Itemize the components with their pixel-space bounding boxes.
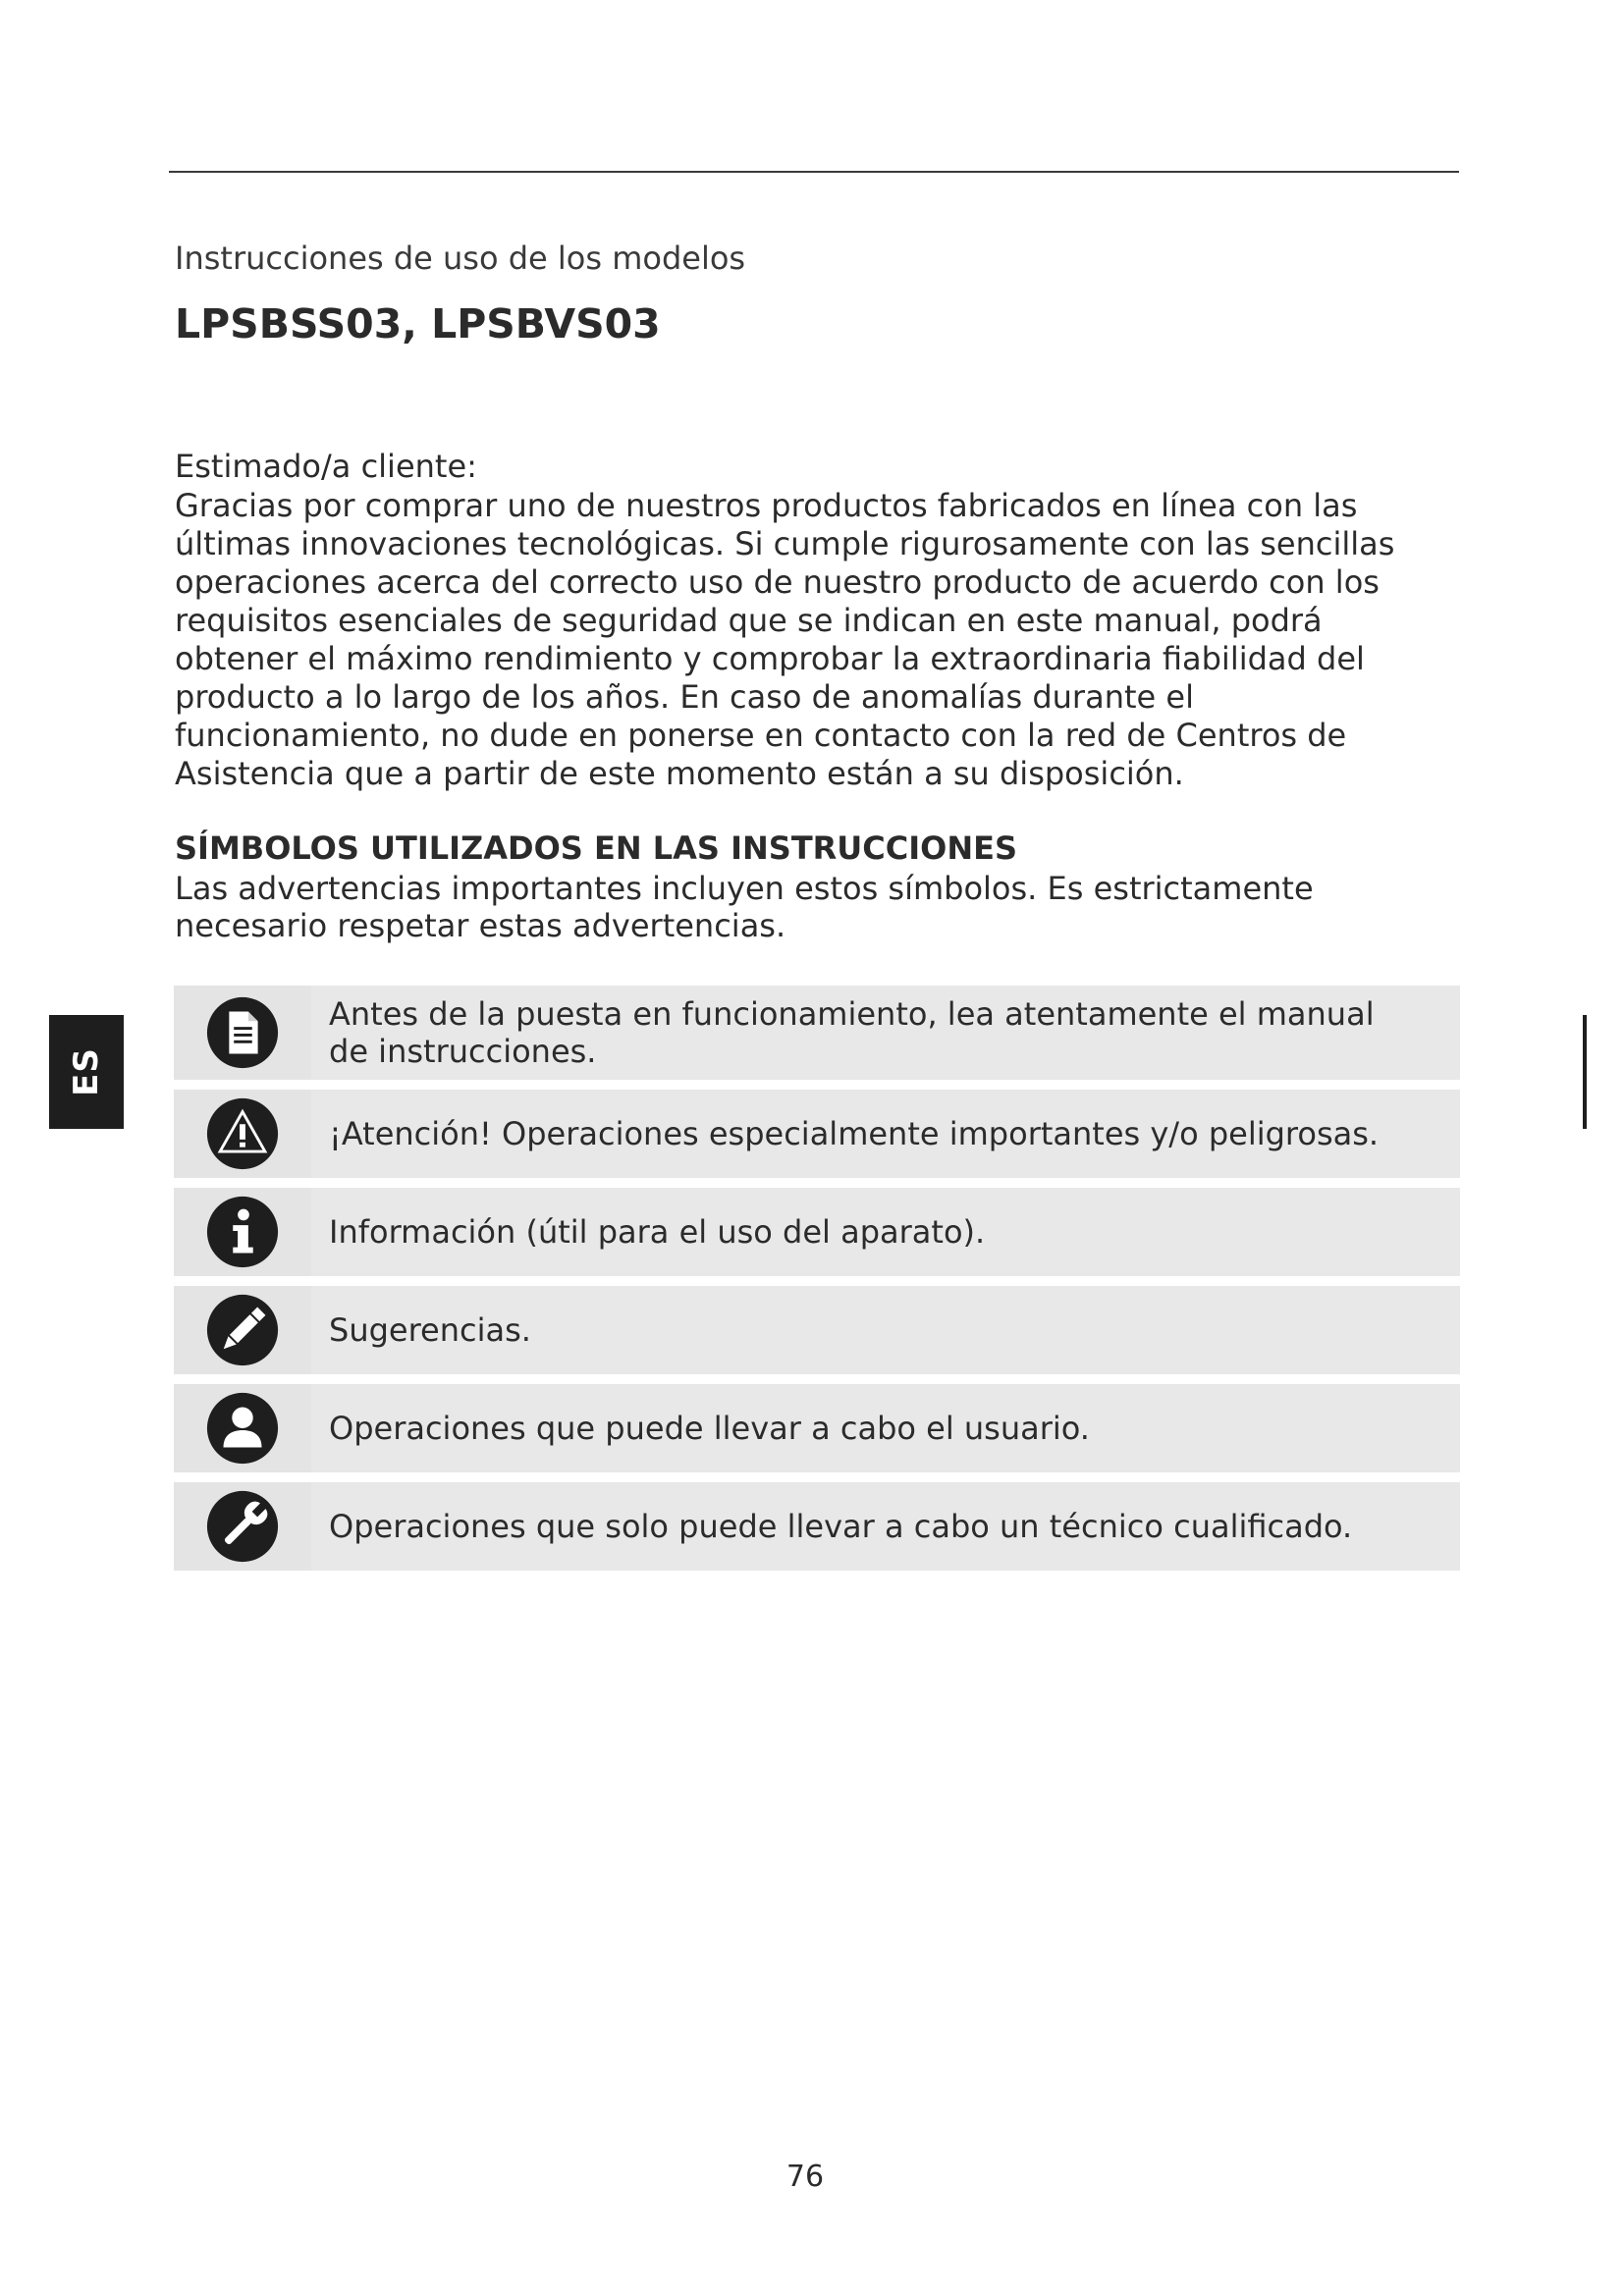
manual-icon [204, 994, 281, 1071]
symbol-text: Antes de la puesta en funcionamiento, lea atentamente el manual de instrucciones. [329, 995, 1375, 1070]
symbol-icon-cell [174, 986, 311, 1080]
symbol-text: Operaciones que puede llevar a cabo el usuario. [329, 1410, 1090, 1447]
symbol-icon-cell [174, 1090, 311, 1178]
symbol-text: Información (útil para el uso del aparato). [329, 1213, 986, 1251]
symbols-description: Las advertencias importantes incluyen estos símbolos. Es estrictamente necesario respetar estas advertencias. [175, 870, 1314, 944]
symbol-row-wrench [174, 1482, 1460, 1571]
warning-icon [204, 1095, 281, 1172]
symbol-icon-cell [174, 1286, 311, 1374]
page-number: 76 [785, 2160, 825, 2194]
symbol-row-manual [174, 986, 1460, 1080]
info-icon [204, 1194, 281, 1270]
side-marker [1583, 1015, 1587, 1129]
document-subtitle: Instrucciones de uso de los modelos [175, 240, 746, 277]
language-tab [49, 1015, 124, 1129]
user-icon [204, 1390, 281, 1467]
symbols-heading: SÍMBOLOS UTILIZADOS EN LAS INSTRUCCIONES [175, 829, 1018, 867]
top-rule [169, 171, 1459, 173]
wrench-icon [204, 1488, 281, 1565]
symbol-text: Operaciones que solo puede llevar a cabo un técnico cualificado. [329, 1508, 1353, 1545]
language-tab-label: ES [67, 1047, 106, 1096]
intro-paragraph: Gracias por comprar uno de nuestros productos fabricados en línea con las últimas innovaciones tecnológicas. Si cumple rigurosamente con las sencillas operaciones acerca del correcto uso de nuestro producto de acuerdo con los requisitos esenciales de seguridad que se indican en este manual, podrá obtener el máximo rendimiento y comprobar la extraordinaria fiabilidad del producto a lo largo de los años. En caso de anomalías durante el funcionamiento, no dude en ponerse en contacto con la red de Centros de Asistencia que a partir de este momento están a su disposición. [175, 487, 1395, 792]
symbol-text: Sugerencias. [329, 1311, 531, 1349]
model-title: LPSBSS03, LPSBVS03 [175, 300, 661, 347]
symbols-table [174, 986, 1460, 1580]
symbol-row-info [174, 1188, 1460, 1276]
symbol-row-user [174, 1384, 1460, 1472]
symbol-row-warning [174, 1090, 1460, 1178]
symbol-text: ¡Atención! Operaciones especialmente importantes y/o peligrosas. [329, 1115, 1380, 1152]
symbol-row-pencil [174, 1286, 1460, 1374]
symbol-icon-cell [174, 1482, 311, 1571]
symbol-icon-cell [174, 1384, 311, 1472]
symbol-icon-cell [174, 1188, 311, 1276]
pencil-icon [204, 1292, 281, 1368]
greeting: Estimado/a cliente: [175, 448, 477, 485]
